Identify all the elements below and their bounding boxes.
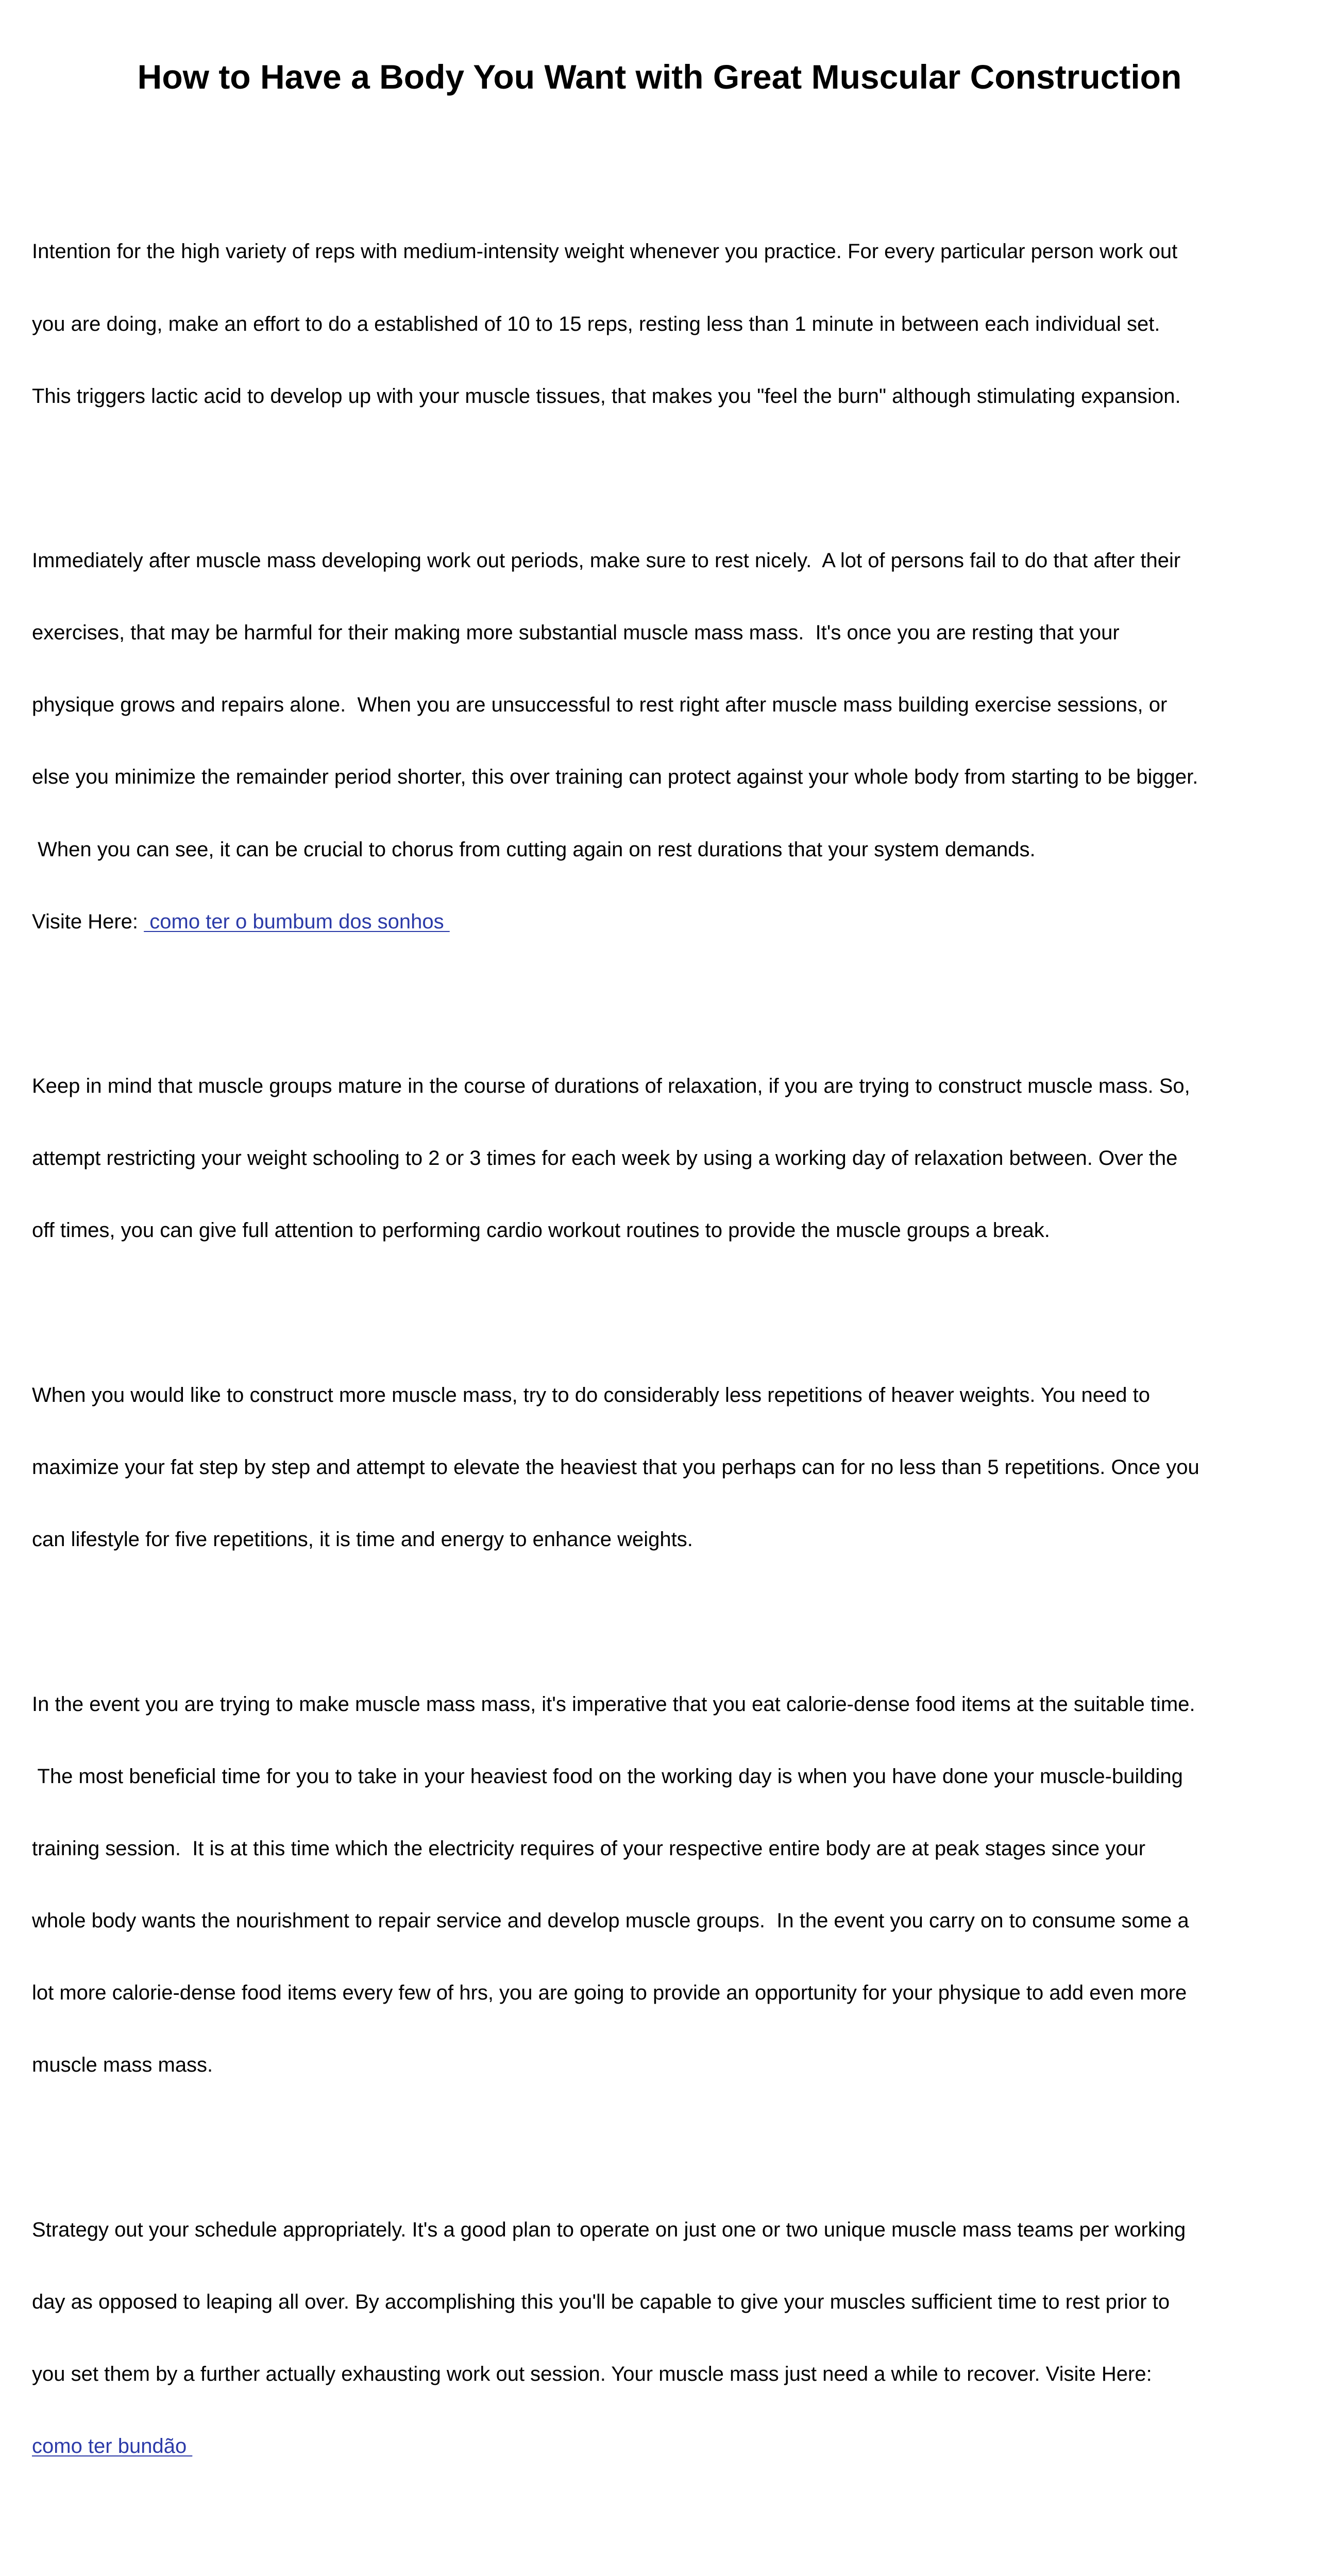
link-como-ter-bundao[interactable]: como ter bundão bbox=[32, 2435, 193, 2458]
link-como-ter-o-bumbum-dos-sonhos[interactable]: como ter o bumbum dos sonhos bbox=[144, 910, 450, 933]
paragraph-line: maximize your fat step by step and attempt to elevate the heaviest that you perhaps can for no less than 5 repetitions. Once you bbox=[32, 1456, 1199, 1479]
paragraph-line: can lifestyle for five repetitions, it is time and energy to enhance weights. bbox=[32, 1528, 693, 1551]
link-line bbox=[32, 2434, 1307, 2459]
paragraph-5 bbox=[32, 1644, 1307, 2125]
link-line bbox=[32, 910, 1307, 934]
paragraph-3 bbox=[32, 1026, 1307, 1291]
paragraph-4 bbox=[32, 1335, 1307, 1600]
article-body bbox=[32, 192, 1307, 2576]
paragraph-line: Keep in mind that muscle groups mature in the course of durations of relaxation, if you are trying to construct muscle mass. So, bbox=[32, 1075, 1190, 1098]
paragraph-line: whole body wants the nourishment to repair service and develop muscle groups. In the event you carry on to consume some a bbox=[32, 1909, 1189, 1932]
paragraph-line: lot more calorie-dense food items every few of hrs, you are going to provide an opportunity for your physique to add even more bbox=[32, 1981, 1187, 2005]
paragraph-line: else you minimize the remainder period shorter, this over training can protect against your whole body from starting to be bigger. bbox=[32, 766, 1198, 789]
paragraph-line: attempt restricting your weight schooling to 2 or 3 times for each week by using a working day of relaxation between. Over the bbox=[32, 1147, 1178, 1170]
paragraph-line: day as opposed to leaping all over. By accomplishing this you'll be capable to give your muscles sufficient time to rest prior to bbox=[32, 2290, 1170, 2313]
paragraph-line: Immediately after muscle mass developing work out periods, make sure to rest nicely. A lot of persons fail to do that after their bbox=[32, 549, 1181, 572]
paragraph-line: you set them by a further actually exhausting work out session. Your muscle mass just need a while to recover. Visite Here: bbox=[32, 2362, 1152, 2385]
paragraph-line: physique grows and repairs alone. When you are unsuccessful to rest right after muscle mass building exercise sessions, or bbox=[32, 693, 1168, 717]
paragraph-line: When you can see, it can be crucial to chorus from cutting again on rest durations that your system demands. bbox=[32, 838, 1036, 861]
paragraph-line: off times, you can give full attention to performing cardio workout routines to provide the muscle groups a break. bbox=[32, 1219, 1050, 1242]
page-title: How to Have a Body You Want with Great Muscular Construction bbox=[137, 58, 1182, 96]
link-prefix: Visite Here: bbox=[32, 910, 144, 933]
paragraph-1 bbox=[32, 192, 1307, 456]
paragraph-line: When you would like to construct more muscle mass, try to do considerably less repetitions of heaver weights. You need to bbox=[32, 1383, 1150, 1406]
paragraph-7 bbox=[32, 2551, 1307, 2576]
paragraph-line: exercises, that may be harmful for their making more substantial muscle mass mass. It's once you are resting that your bbox=[32, 621, 1120, 645]
paragraph-2 bbox=[32, 501, 1307, 982]
paragraph-line: training session. It is at this time which the electricity requires of your respective entire body are at peak stages since your bbox=[32, 1837, 1146, 1860]
paragraph-line: This triggers lactic acid to develop up with your muscle tissues, that makes you "feel the burn" although stimulating expansion. bbox=[32, 384, 1181, 408]
paragraph-line: Intention for the high variety of reps with medium-intensity weight whenever you practice. For every particular person work out bbox=[32, 240, 1178, 263]
paragraph-line: muscle mass mass. bbox=[32, 2054, 213, 2077]
paragraph-line: In the event you are trying to make muscle mass mass, it's imperative that you eat calorie-dense food items at the suitable time. bbox=[32, 1692, 1195, 1716]
paragraph-line: you are doing, make an effort to do a established of 10 to 15 reps, resting less than 1 minute in between each individual set. bbox=[32, 312, 1160, 335]
paragraph-line: The most beneficial time for you to take in your heaviest food on the working day is when you have done your muscle-building bbox=[32, 1765, 1183, 1788]
paragraph-line: Strategy out your schedule appropriately. It's a good plan to operate on just one or two unique muscle mass teams per working bbox=[32, 2218, 1186, 2241]
paragraph-6 bbox=[32, 2170, 1307, 2506]
